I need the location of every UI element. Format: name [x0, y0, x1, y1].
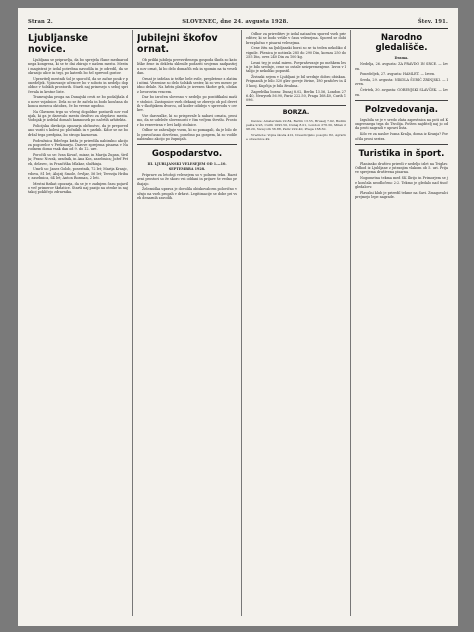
- article-paragraph: Na Glavnem trgu so včeraj dopoldne postavili nov vodnjak, ki ga je darovalo mestu društvo za olepšavo mesta. Vodnjak je izdelal domači kamnosek po načrtih arhitekta.: [28, 109, 128, 123]
- article-paragraph: Umrli so: Janez Golob, posestnik, 72 let; Marija Kranjc, vdova, 81 let; Alojzij Smole, čevljar, 56 let; Terezija Hribar, zasebnica, 64 let; Anton Rozman, 2 leti.: [28, 167, 128, 180]
- program-entry: Nedelja, 26. avgusta: ZA PRAVDO IN SRCE. — Izven.: [355, 62, 448, 71]
- section-subtitle: III. LJUBLJANSKI VELESEJEM OD 1.—10. SEPTEMBRA 1928.: [147, 162, 227, 171]
- program-entry: Ponedeljek, 27. avgusta: HAMLET. — Izven.: [360, 72, 436, 77]
- article-paragraph: Ornat je izdelan iz težke bele svile, prepletene z zlatimi nitmi. Vezenine so delo šolskih sester, ki so ves mesec pridno delale. Na hrbtu plašča je izvezen škofov grb, obdan z lovorovim vencem.: [137, 76, 237, 94]
- article-paragraph: Policijska direkcija opozarja občinstvo, da je prepovedano voziti s kolesi po pločnikih in v parkih. Kdor se ne bo držal tega predpisa, bo strogo kaznovan.: [28, 124, 128, 137]
- article-paragraph: Planinsko društvo priredi v nedeljo izlet na Triglav. Odhod iz Ljubljane z jutranjim vlakom ob 5. uri. Prijave sprejema društvena pisarna.: [355, 161, 448, 175]
- column-divider: [350, 30, 351, 616]
- article-paragraph: Podružnica Rdečega križa je priredila nabiralno akcijo za pogorelce v Prekmurju. Darove sprejema pisarna v Narodnem domu vsak dan od 9. do 12. ure.: [28, 138, 128, 152]
- article-paragraph: Vse darovalke, ki so prispevale k nabavi ornata, prosimo, da se udeleže slovesnosti v čim večjem številu. Prostor bo rezerviran v levi ladji stolnice.: [137, 114, 237, 127]
- header-rule: [28, 28, 448, 29]
- issue-number: Štev. 191.: [417, 19, 448, 25]
- section-title: BORZA.: [282, 109, 310, 117]
- page-number: Stran 2.: [28, 19, 53, 25]
- article-paragraph: Dar bo izročen slovesno v nedeljo po pontifikalni maši v stolnici. Zastopnice vseh dekanij se zberejo ob pol devetih v škofijskem dvorcu, od koder odidejo v sprevodu v cerkev.: [137, 95, 237, 113]
- article-paragraph: Zagrebška borza: Dunaj 8.02, Berlin 13.56, London 276.40, Newyork 56.90, Pariz 222.50, Praga 168.40, Curih 1096.: [246, 89, 346, 103]
- article-paragraph: Odbor se zahvaljuje vsem, ki so pomagali, da je bilo delo pravočasno dovršeno, posebno pa gospem, ki so vodile nabiralno akcijo po župnijah.: [137, 128, 237, 142]
- article-paragraph: Tramvajska proga na Dunajski cesti se bo podaljšala do nove vojašnice. Dela so se že začela in bodo končana do konca meseca oktobra, če bo vreme ugodno.: [28, 95, 128, 108]
- article-paragraph: Odbor za prireditev je izdal natančen spored vseh prireditev, ki se bodo vršile v času velesejma. Spored se dobi brezplačno v pisarni velesejma.: [246, 32, 346, 45]
- masthead-date: SLOVENEC, dne 24. avgusta 1928.: [182, 19, 289, 25]
- section-subtitle: Drama.: [394, 56, 409, 60]
- article-paragraph: Lesni trg je ostal miren. Povpraševanje po mehkem lesu je bilo srednje, cene so ostale neizpremenjene. Izvoz v Italijo je nekoliko popustil.: [246, 60, 346, 74]
- column-3: [246, 32, 346, 618]
- article-paragraph: Železniška uprava je dovolila obiskovalcem polovično vožnjo na vseh progah v državi. Legitimacije se dobe pri vseh denarnih zavodih.: [137, 187, 237, 200]
- section-title: Turistika in šport.: [358, 148, 445, 159]
- article-paragraph: Izgubila se je v sredo zlata zapestnica na poti od Kongresnega trga do Tivolija. Pošten najditelj naj jo odda proti nagradi v upravi lista.: [355, 117, 448, 131]
- page-header: [28, 17, 448, 27]
- section-rule: [355, 144, 448, 145]
- program-entry: Sreda, 29. avgusta: NIKOLA ŠUBIĆ ZRINJSKI. — Izven.: [355, 78, 448, 87]
- column-divider: [241, 30, 242, 616]
- article-paragraph: Devize: Amsterdam 22.84, Berlin 13.55, Bruselj 7.92, Budimpešta 9.93, Curih 1095.50, Dunaj 8.01, London 276.30, Milan 298.20, Newyork 56.88, Pariz 222.40, Praga 168.30.: [246, 119, 346, 132]
- column-divider: [132, 30, 133, 616]
- section-rule: [246, 105, 346, 106]
- newspaper-page: [18, 8, 458, 626]
- article-title: Jubilejni škofov ornat.: [137, 33, 218, 55]
- section-rule: [137, 144, 237, 145]
- article-paragraph: Plavalni klub je priredil tekme na Savi. Zmagovalci prejmejo lepe nagrade.: [355, 190, 448, 199]
- article-paragraph: Ob priliki jubileja prevzvišenega gospoda škofa so katoliške žene in dekleta sklenile podariti svojemu nadpastirju nov ornat, ki bo delo domačih rok in spomin na ta veseli dan.: [137, 58, 237, 75]
- section-title: Narodno gledališče.: [375, 33, 428, 53]
- article-paragraph: Priprave za letošnji velesejem so v polnem teku. Razstavni prostori so že skoro vsi oddani in prijave še vedno prihajajo.: [137, 172, 237, 186]
- column-4: [355, 32, 448, 618]
- article-paragraph: Cene žitu na ljubljanski borzi so se ta teden nekoliko dvignile. Pšenica je notirala 285 do 290 Din, koruza 250 do 255 Din, oves 240 Din za 100 kg.: [246, 46, 346, 59]
- section-title: Polzvedovanja.: [364, 104, 439, 115]
- article-paragraph: Poročili so se: Ivan Kovač, mizar, in Marija Zupan, šivilja; Franc Novak, uradnik, in Ana Kos, zasebnica; Jožef Petek, delavec, in Frančiška Mlakar, služkinja.: [28, 152, 128, 166]
- column-1: [28, 32, 128, 618]
- article-paragraph: Vrednote: Vojna škoda 412, Investicijsko posojilo 82, Agrarne obveznice 49.: [246, 132, 346, 141]
- column-2: [137, 32, 237, 618]
- article-paragraph: Upravitelj mestnih šol je sporočil, da se začne pouk v ponedeljek. Vpisovanje učencev bo v soboto in nedeljo dopoldne v šolskih prostorih. Starši naj prinesejo s seboj spričevala in krstne liste.: [28, 76, 128, 94]
- program-entry: Četrtek, 30. avgusta: GORENJSKI SLAVČEK. — Izven.: [355, 88, 448, 97]
- section-title: Ljubljanske novice.: [28, 33, 88, 55]
- article-paragraph: Kdo ve za naslov Ivana Kralja, doma iz Kranja? Poročila prosi sestra.: [355, 132, 448, 141]
- section-rule: [355, 100, 448, 101]
- article-paragraph: Mestni fizikat opozarja, da se je v zadnjem času pojavilo več primerov škrlatice. Starši naj pazijo na otroke in naj takoj pokličejo zdravnika.: [28, 181, 128, 195]
- article-paragraph: Ljubljana se pripravlja, da bo sprejela člane mednarodnega kongresa, ki se te dni zbirajo v našem mestu. Mestni magistrat je izdal potrebna navodila in je odredil, da se okrasijo ulice in trgi, po katerih bo šel sprevod gostov.: [28, 58, 128, 75]
- section-title: Gospodarstvo.: [151, 149, 223, 160]
- article-paragraph: Živinski sejem v Ljubljani je bil srednje dobro obiskan. Prignanih je bilo 320 glav goveje živine, 180 prašičev in 45 konj. Kupčija je bila živahna.: [246, 75, 346, 88]
- article-paragraph: Nogometna tekma med SK Ilirijo in Primorjem se je končala neodločeno 2:2. Tekmo je gledalo nad tisoč gledalcev.: [355, 176, 448, 189]
